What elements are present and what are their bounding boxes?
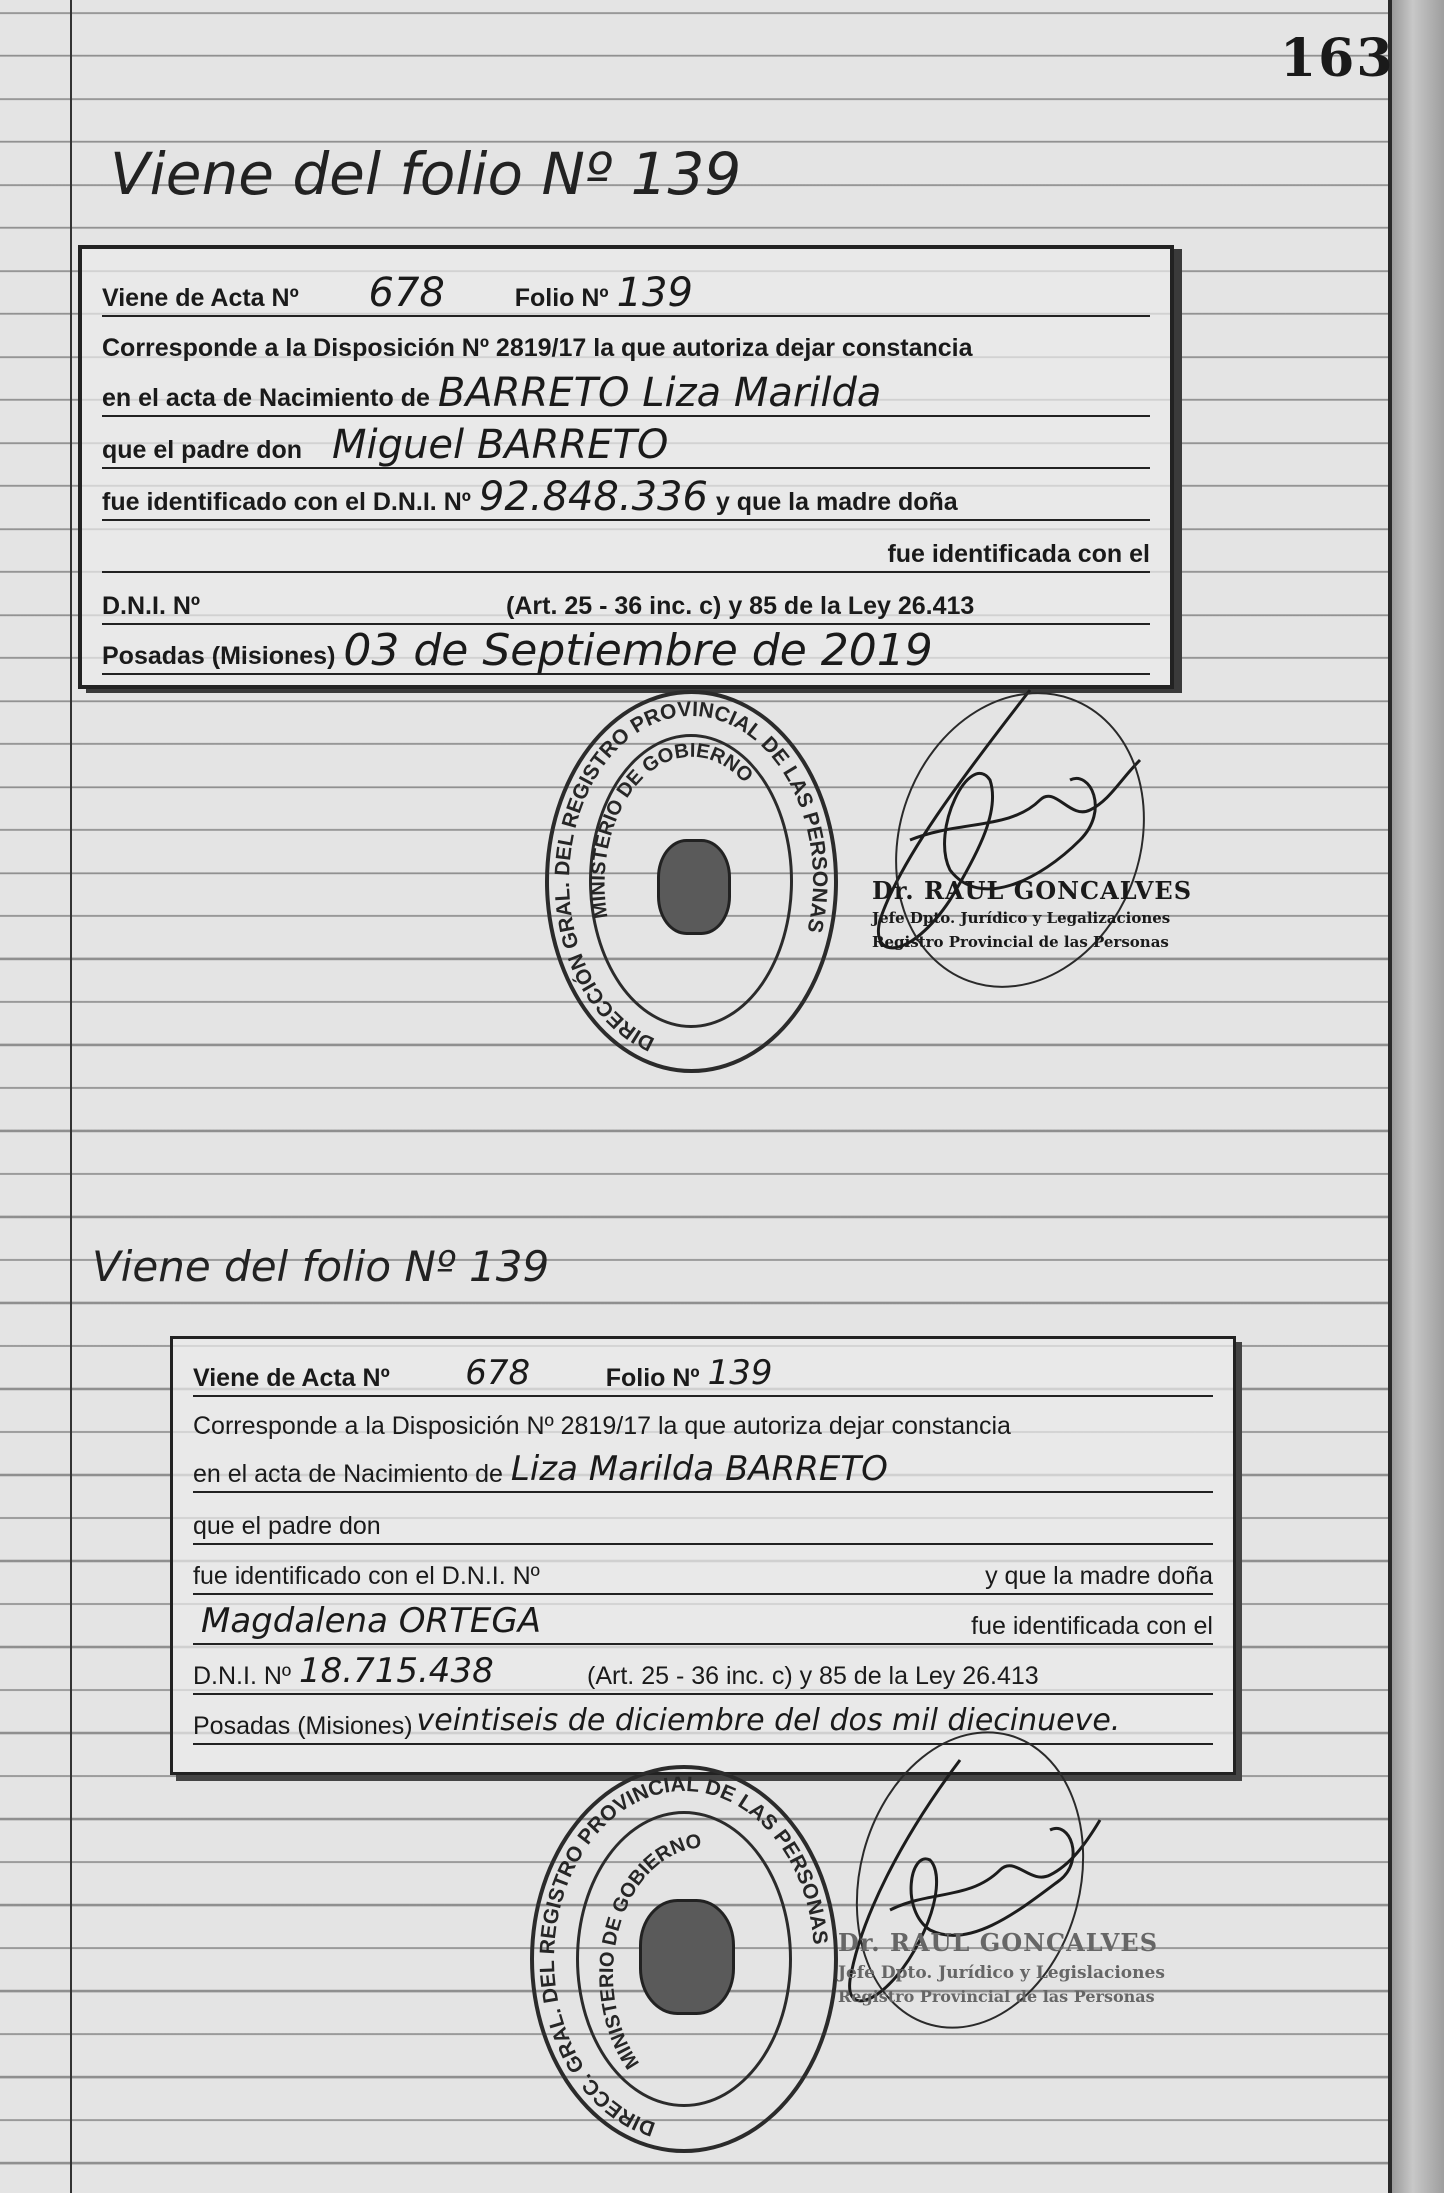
identificada-label: fue identificada con el xyxy=(971,1612,1213,1640)
disposicion-row xyxy=(193,1397,1213,1443)
dni-padre-row xyxy=(102,473,1150,521)
nacimiento-label: en el acta de Nacimiento de xyxy=(193,1460,503,1488)
margin-rule xyxy=(70,0,72,2193)
signatory-name: Dr. RAUL GONCALVES xyxy=(838,1928,1159,1957)
dni-padre-value: 92.848.336 xyxy=(478,474,708,520)
entry1-stamp-form xyxy=(78,245,1174,689)
acta-label: Viene de Acta Nº xyxy=(102,284,299,312)
posadas-label: Posadas (Misiones) xyxy=(102,642,336,670)
disposicion-text: Corresponde a la Disposición Nº 2819/17 la que autoriza dejar constancia xyxy=(102,334,973,362)
seal-inner-text: MINISTERIO DE GOBIERNO xyxy=(595,1830,703,2073)
entry2-header: Viene del folio Nº 139 xyxy=(92,1242,550,1291)
padre-row xyxy=(102,421,1150,469)
entry2-official-seal xyxy=(530,1765,838,2153)
acta-row xyxy=(193,1349,1213,1397)
entry1-signatory xyxy=(872,876,1192,951)
madre-row xyxy=(102,525,1150,573)
signatory-office: Registro Provincial de las Personas xyxy=(872,933,1169,951)
nacimiento-label: en el acta de Nacimiento de xyxy=(102,384,430,412)
folio-value: 139 xyxy=(707,1353,773,1393)
disposicion-row xyxy=(102,319,1150,365)
acta-value: 678 xyxy=(465,1353,531,1393)
padre-value: Miguel BARRETO xyxy=(332,422,669,468)
madre-label: y que la madre doña xyxy=(985,1562,1213,1590)
entry1-header: Viene del folio Nº 139 xyxy=(110,140,742,208)
folio-label: Folio Nº xyxy=(514,284,609,312)
folio-value: 139 xyxy=(616,270,693,316)
madre-label: y que la madre doña xyxy=(715,488,958,516)
signatory-title: Jefe Dpto. Jurídico y Legislaciones xyxy=(838,1963,1165,1983)
posadas-label: Posadas (Misiones) xyxy=(193,1712,413,1740)
entry2-signatory xyxy=(838,1928,1165,2006)
nacimiento-value: Liza Marilda BARRETO xyxy=(510,1449,888,1489)
dni-madre-row xyxy=(193,1647,1213,1695)
signatory-name: Dr. RAUL GONCALVES xyxy=(872,876,1193,905)
acta-value: 678 xyxy=(368,270,445,316)
entry1-signature xyxy=(840,660,1160,1020)
acta-label: Viene de Acta Nº xyxy=(193,1364,390,1392)
seal-inner-text: MINISTERIO DE GOBIERNO xyxy=(587,739,757,920)
ley-label: (Art. 25 - 36 inc. c) y 85 de la Ley 26.413 xyxy=(587,1662,1039,1690)
seal-outer-text: DIRECCIÓN GRAL. DEL REGISTRO PROVINCIAL DE LAS PERSONAS xyxy=(551,697,832,1056)
dni-padre-row xyxy=(193,1547,1213,1595)
nacimiento-row xyxy=(102,369,1150,417)
madre-row xyxy=(193,1597,1213,1645)
page-number: 163 xyxy=(1280,28,1395,89)
padre-row xyxy=(193,1497,1213,1545)
seal-outer-text: DIRECC. GRAL. DEL REGISTRO PROVINCIAL DE LAS PERSONAS xyxy=(535,1772,832,2141)
fecha-value: veintiseis de diciembre del dos mil diecinueve. xyxy=(416,1703,1121,1738)
signatory-office: Registro Provincial de las Personas xyxy=(838,1987,1155,2006)
dni-label: D.N.I. Nº xyxy=(193,1662,292,1690)
dni-madre-row xyxy=(102,577,1150,625)
signatory-title: Jefe Dpto. Jurídico y Legalizaciones xyxy=(872,909,1171,927)
padre-label: que el padre don xyxy=(193,1512,381,1540)
madre-value: Magdalena ORTEGA xyxy=(201,1601,541,1641)
dni-value: 18.715.438 xyxy=(299,1651,494,1691)
entry1-official-seal xyxy=(545,690,838,1073)
fecha-value: 03 de Septiembre de 2019 xyxy=(343,625,933,676)
disposicion-text: Corresponde a la Disposición Nº 2819/17 la que autoriza dejar constancia xyxy=(193,1412,1011,1440)
seal-emblem xyxy=(639,1899,735,2015)
padre-label: que el padre don xyxy=(102,436,303,464)
binding-shadow xyxy=(1392,0,1444,2193)
dni-label: D.N.I. Nº xyxy=(102,592,201,620)
ley-label: (Art. 25 - 36 inc. c) y 85 de la Ley 26.413 xyxy=(506,592,975,620)
dni-padre-label: fue identificado con el D.N.I. Nº xyxy=(102,488,471,516)
nacimiento-value: BARRETO Liza Marilda xyxy=(437,370,882,416)
acta-row xyxy=(102,269,1150,317)
nacimiento-row xyxy=(193,1445,1213,1493)
folio-label: Folio Nº xyxy=(605,1364,700,1392)
identificada-label: fue identificada con el xyxy=(887,540,1150,568)
dni-padre-label: fue identificado con el D.N.I. Nº xyxy=(193,1562,540,1590)
seal-emblem xyxy=(657,839,731,935)
